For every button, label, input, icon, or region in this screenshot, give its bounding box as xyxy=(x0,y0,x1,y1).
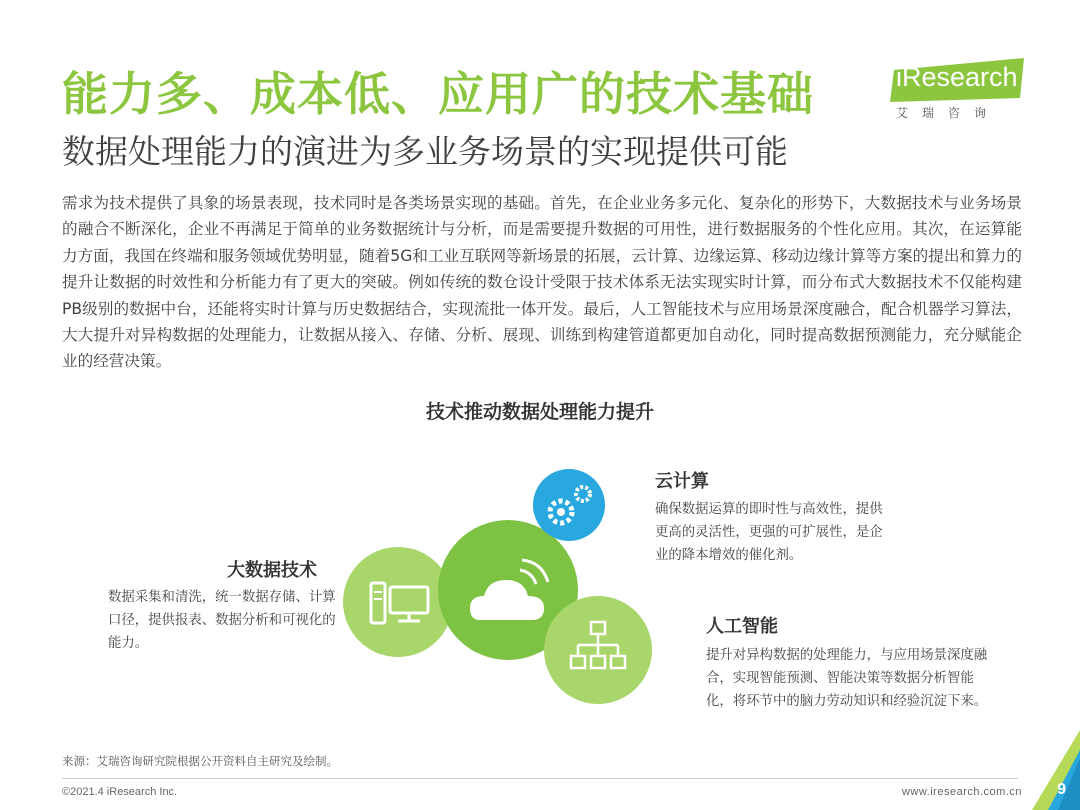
big-data-title: 大数据技术 xyxy=(227,560,317,581)
website-link[interactable]: www.iresearch.com.cn xyxy=(901,786,1022,798)
cloud-desc: 确保数据运算的即时性与高效性，提供更高的灵活性，更强的可扩展性，是企业的降本增效的催化剂。 xyxy=(655,502,883,563)
copyright: ©2021.4 iResearch Inc. xyxy=(62,786,178,798)
iresearch-logo xyxy=(890,58,1030,124)
big-data-desc: 数据采集和清洗，统一数据存储、计算口径，提供报表、数据分析和可视化的能力。 xyxy=(108,590,336,651)
cloud-wifi-icon xyxy=(438,520,578,660)
page-title: 能力多、成本低、应用广的技术基础 xyxy=(62,67,814,121)
source-note: 来源：艾瑞咨询研究院根据公开资料自主研究及绘制。 xyxy=(62,754,338,768)
footer-divider xyxy=(62,778,1018,779)
corner-decoration-icon xyxy=(1020,730,1080,810)
computer-icon xyxy=(343,547,453,657)
page-number: 9 xyxy=(1057,781,1066,798)
logo-subtext: 艾瑞咨询 xyxy=(896,106,1001,120)
cloud-title: 云计算 xyxy=(655,471,709,492)
page-subtitle: 数据处理能力的演进为多业务场景的实现提供可能 xyxy=(62,132,788,171)
ai-title: 人工智能 xyxy=(706,616,778,637)
ai-desc: 提升对异构数据的处理能力，与应用场景深度融合，实现智能预测、智能决策等数据分析智能化，将环节中的脑力劳动知识和经验沉淀下来。 xyxy=(706,648,988,709)
hierarchy-icon xyxy=(544,596,652,704)
logo-text: iResearch xyxy=(896,62,1018,92)
intro-paragraph: 需求为技术提供了具象的场景表现，技术同时是各类场景实现的基础。首先，在企业业务多元化、复杂化的形势下，大数据技术与业务场景的融合不断深化，企业不再满足于简单的业务数据统计与分析，而是需要提升数据的可用性，进行数据服务的个性化应用。其次，在运算能力方面，我国在终端和服务领域优势明显，随着5G和工业互联网等新场景的拓展，云计算、边缘运算、移动边缘计算等方案的提出和算力的提升让数据的时效性和分析能力有了更大的突破。例如传统的数仓设计受限于技术体系无法实现实时计算，而分布式大数据技术不仅能构建PB级别的数据中台，还能将实时计算与历史数据结合，实现流批一体开发。最后，人工智能技术与应用场景深度融合，配合机器学习算法，大大提升对异构数据的处理能力，让数据从接入、存储、分析、展现、训练到构建管道都更加自动化，同时提高数据预测能力，充分赋能企业的经营决策。 xyxy=(62,194,1022,371)
diagram-title: 技术推动数据处理能力提升 xyxy=(425,401,654,423)
gears-icon xyxy=(533,469,605,541)
